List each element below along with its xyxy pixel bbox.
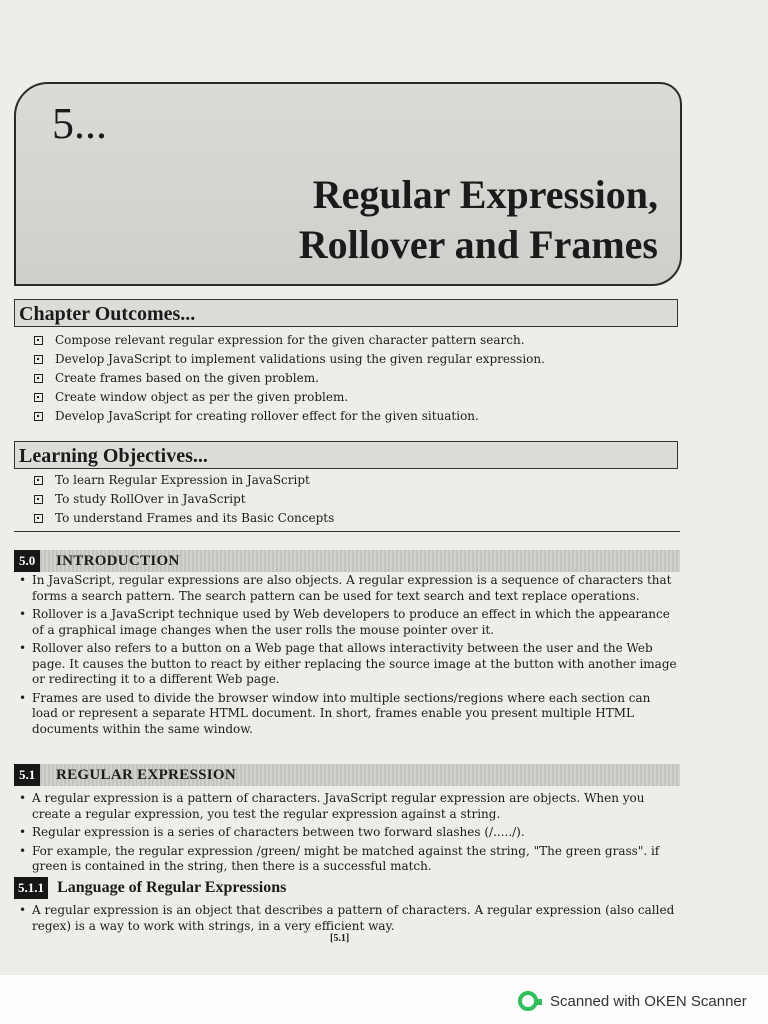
list-item: • For example, the regular expression /green/ might be matched against the string, "The green grass". if green is contained in the string, then there is a successful match. [20,844,680,875]
list-item: Compose relevant regular expression for the given character pattern search. [34,331,545,350]
scanner-logo-icon [518,991,538,1011]
regular-expression-bullets [20,791,680,878]
chapter-outcomes-heading: Chapter Outcomes... [14,299,678,327]
learning-objectives-list [34,471,334,528]
introduction-bullets [20,573,680,740]
divider [14,531,680,532]
checkbox-bullet-icon [34,514,43,523]
chapter-title [299,170,658,270]
checkbox-bullet-icon [34,476,43,485]
checkbox-bullet-icon [34,412,43,421]
checkbox-bullet-icon [34,393,43,402]
list-item: • Regular expression is a series of characters between two forward slashes (/...../). [20,825,680,841]
section-number: 5.1 [14,764,40,786]
section-title: INTRODUCTION [56,553,180,569]
checkbox-bullet-icon [34,495,43,504]
chapter-number: 5... [52,99,107,148]
list-item: Develop JavaScript for creating rollover effect for the given situation. [34,407,545,426]
list-item: To understand Frames and its Basic Concepts [34,509,334,528]
chapter-outcomes-list [34,331,545,426]
chapter-title-box [14,82,682,286]
list-item: Develop JavaScript to implement validations using the given regular expression. [34,350,545,369]
subsection-number: 5.1.1 [14,877,48,899]
section-heading-regular-expression [14,764,680,786]
subsection-title: Language of Regular Expressions [57,879,287,896]
list-item: • A regular expression is an object that describes a pattern of characters. A regular expression (also called regex) is a way to work with strings, in a very efficient way. [20,903,680,934]
section-number: 5.0 [14,550,40,572]
subsection-heading-language [14,877,286,899]
section-title: REGULAR EXPRESSION [56,767,237,783]
list-item: • Frames are used to divide the browser window into multiple sections/regions where each section can load or represent a separate HTML document. In short, frames enable you present multiple HTML documents within the same window. [20,691,680,738]
chapter-title-line2: Rollover and Frames [298,222,658,267]
section-heading-introduction [14,550,680,572]
checkbox-bullet-icon [34,355,43,364]
chapter-title-line1: Regular Expression, [312,172,658,217]
language-bullets [20,903,680,937]
list-item: • Rollover is a JavaScript technique used by Web developers to produce an effect in which the appearance of a graphical image changes when the user rolls the mouse pointer over it. [20,607,680,638]
list-item: • A regular expression is a pattern of characters. JavaScript regular expression are objects. When you create a regular expression, you test the regular expression against a string. [20,791,680,822]
list-item: To learn Regular Expression in JavaScript [34,471,334,490]
list-item: Create frames based on the given problem. [34,369,545,388]
checkbox-bullet-icon [34,336,43,345]
checkbox-bullet-icon [34,374,43,383]
list-item: To study RollOver in JavaScript [34,490,334,509]
page-number: [5.1] [330,933,350,944]
list-item: • Rollover also refers to a button on a Web page that allows interactivity between the user and the Web page. It causes the button to react by either replacing the source image at the button with another image or redirecting it to a different Web page. [20,641,680,688]
list-item: Create window object as per the given problem. [34,388,545,407]
list-item: • In JavaScript, regular expressions are also objects. A regular expression is a sequence of characters that forms a search pattern. The search pattern can be used for text search and text replace operations. [20,573,680,604]
scanner-watermark-text: Scanned with OKEN Scanner [550,992,747,1010]
scanner-watermark [518,990,747,1012]
learning-objectives-heading: Learning Objectives... [14,441,678,469]
